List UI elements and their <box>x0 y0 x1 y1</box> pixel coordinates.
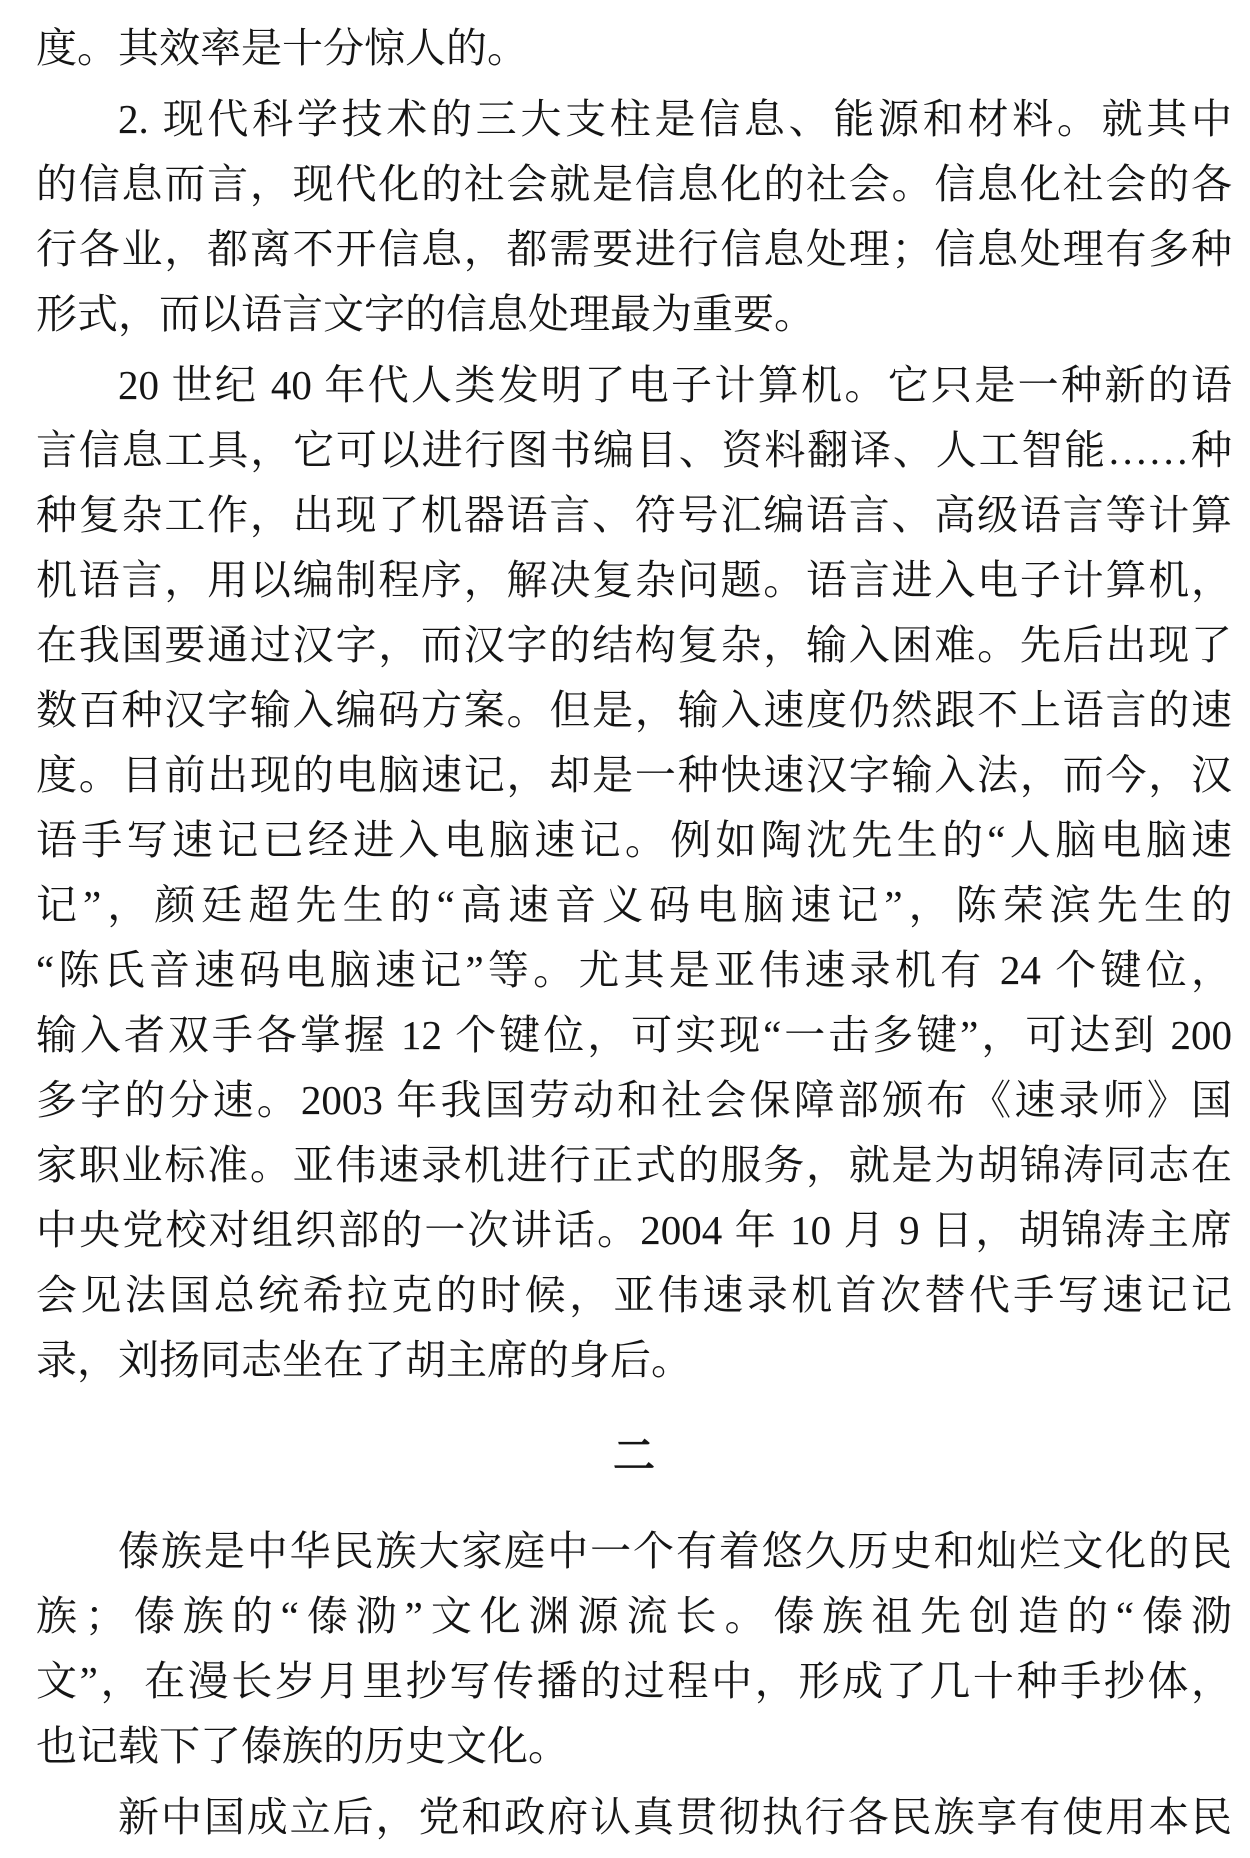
text-line: 度。目前出现的电脑速记，却是一种快速汉字输入法，而今，汉 <box>36 752 1232 798</box>
text-line: 记”，颜廷超先生的“高速音义码电脑速记”，陈荣滨先生的 <box>36 882 1232 928</box>
text-line: 度。其效率是十分惊人的。 <box>36 25 528 71</box>
text-line: 新中国成立后，党和政府认真贯彻执行各民族享有使用本民 <box>118 1794 1232 1840</box>
paragraph <box>36 87 1232 347</box>
text-line: 种复杂工作，出现了机器语言、符号汇编语言、高级语言等计算 <box>36 492 1232 538</box>
text-line: 在我国要通过汉字，而汉字的结构复杂，输入困难。先后出现了 <box>36 622 1232 668</box>
text-line: 语手写速记已经进入电脑速记。例如陶沈先生的“人脑电脑速 <box>36 817 1232 863</box>
text-line: 也记载下了傣族的历史文化。 <box>36 1723 569 1769</box>
text-line: 数百种汉字输入编码方案。但是，输入速度仍然跟不上语言的速 <box>36 687 1232 733</box>
paragraph <box>36 353 1232 1393</box>
text-line: 会见法国总统希拉克的时候，亚伟速录机首次替代手写速记记 <box>36 1272 1232 1318</box>
text-line: 输入者双手各掌握 12 个键位，可实现“一击多键”，可达到 200 <box>36 1012 1232 1058</box>
text-line: 傣族是中华民族大家庭中一个有着悠久历史和灿烂文化的民 <box>118 1528 1232 1574</box>
text-line: 族；傣族的“傣泐”文化渊源流长。傣族祖先创造的“傣泐 <box>36 1593 1232 1639</box>
text-line: 家职业标准。亚伟速录机进行正式的服务，就是为胡锦涛同志在 <box>36 1142 1232 1188</box>
section-one-end <box>36 16 1232 1393</box>
text-line: 多字的分速。2003 年我国劳动和社会保障部颁布《速录师》国 <box>36 1077 1232 1123</box>
section-heading: 二 <box>612 1434 655 1480</box>
text-line: 录，刘扬同志坐在了胡主席的身后。 <box>36 1337 692 1383</box>
text-line: 形式，而以语言文字的信息处理最为重要。 <box>36 291 815 337</box>
paragraph <box>36 1785 1232 1850</box>
paragraph <box>36 1519 1232 1779</box>
text-line: 中央党校对组织部的一次讲话。2004 年 10 月 9 日，胡锦涛主席 <box>36 1207 1232 1253</box>
text-line: 机语言，用以编制程序，解决复杂问题。语言进入电子计算机， <box>36 557 1232 603</box>
text-line: “陈氏音速码电脑速记”等。尤其是亚伟速录机有 24 个键位， <box>36 947 1232 993</box>
text-line: 2. 现代科学技术的三大支柱是信息、能源和材料。就其中 <box>118 96 1232 142</box>
text-line: 的信息而言，现代化的社会就是信息化的社会。信息化社会的各 <box>36 161 1232 207</box>
section-two <box>36 1425 1232 1850</box>
text-line: 20 世纪 40 年代人类发明了电子计算机。它只是一种新的语 <box>118 362 1232 408</box>
text-line: 言信息工具，它可以进行图书编目、资料翻译、人工智能……种 <box>36 427 1232 473</box>
paragraph <box>36 16 1232 81</box>
text-line: 文”，在漫长岁月里抄写传播的过程中，形成了几十种手抄体， <box>36 1658 1232 1704</box>
text-line: 行各业，都离不开信息，都需要进行信息处理；信息处理有多种 <box>36 226 1232 272</box>
page-body <box>36 16 1232 1850</box>
